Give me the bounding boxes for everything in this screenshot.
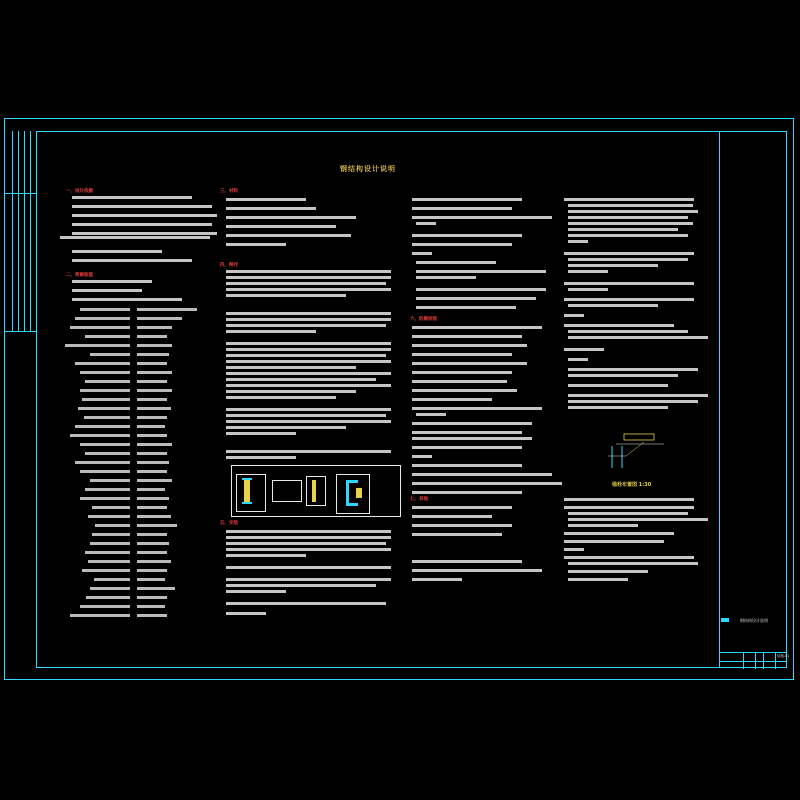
anchor-callout-box — [624, 434, 654, 440]
title-block-code: 结施-01 — [777, 654, 790, 658]
section-heading-3: 三、材料 — [220, 189, 238, 194]
section-heading-1: 一、设计依据 — [66, 189, 93, 194]
title-column-divider — [719, 131, 720, 668]
section-heading-7: 七、其他 — [410, 497, 428, 502]
section-heading-5: 五、安装 — [220, 521, 238, 526]
section-heading-6: 六、防腐涂装 — [410, 317, 437, 322]
company-logo — [721, 618, 729, 622]
anchor-detail-title: 锚栓布置图 1:30 — [612, 482, 652, 488]
drawing-title: 钢结构设计说明 — [340, 165, 396, 173]
title-block-drawing-name: 钢结构设计说明 — [740, 618, 768, 623]
section-heading-4: 四、制作 — [220, 263, 238, 268]
section-heading-2: 二、荷载取值 — [66, 273, 93, 278]
weld-detail-figure — [231, 465, 401, 517]
binding-margin-table — [4, 131, 36, 331]
title-block — [719, 652, 790, 669]
